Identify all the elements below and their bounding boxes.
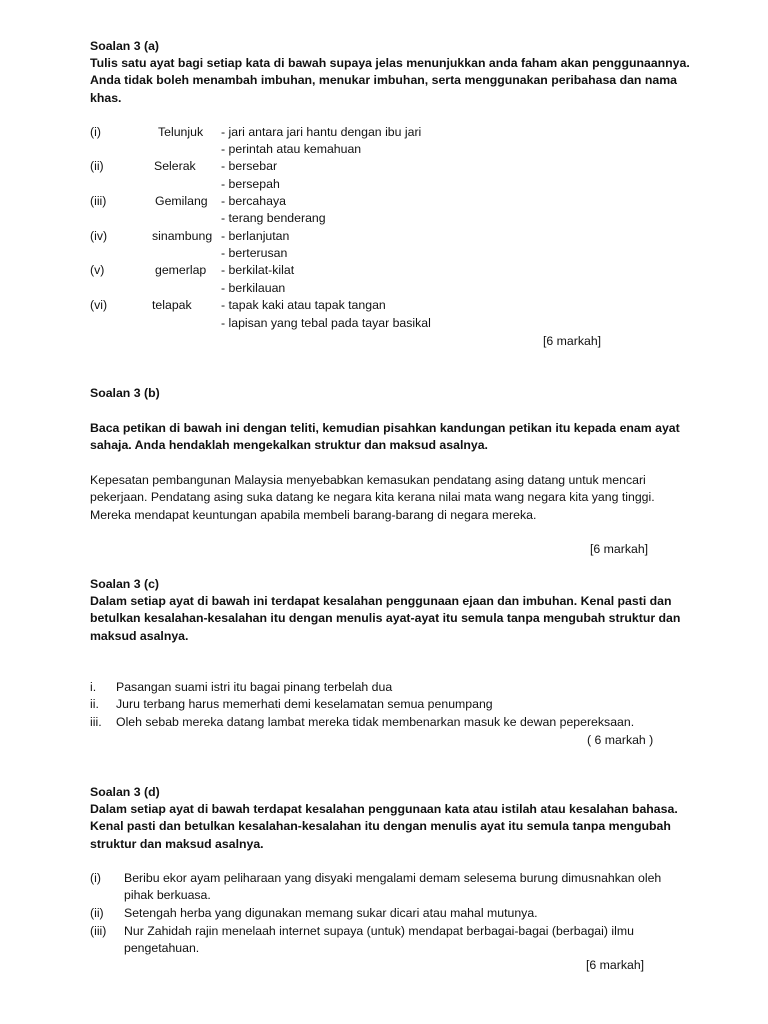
section-a-item-word: telapak — [152, 298, 192, 312]
section-a-item-word: Selerak — [154, 159, 196, 173]
section-a-instruction-line: Tulis satu ayat bagi setiap kata di bawah supaya jelas menunjukkan anda faham akan penggunaannya. — [90, 56, 690, 70]
section-d-instruction-line: struktur dan maksud asalnya. — [90, 837, 264, 851]
section-a-item-number: (v) — [90, 263, 105, 277]
section-a-item-meaning: - terang benderang — [221, 211, 326, 225]
section-c-marks: ( 6 markah ) — [587, 733, 654, 747]
section-a-item-meaning: - berterusan — [221, 246, 288, 260]
section-a-item-word: Gemilang — [155, 194, 208, 208]
section-d-item-line: pengetahuan. — [124, 941, 200, 955]
section-c-item-number: i. — [90, 680, 97, 694]
section-a-item-meaning: - berkilat-kilat — [221, 263, 295, 277]
section-a-item-meaning: - tapak kaki atau tapak tangan — [221, 298, 386, 312]
section-a-item-number: (iii) — [90, 194, 107, 208]
section-d-item-number: (ii) — [90, 906, 104, 920]
section-a-marks: [6 markah] — [543, 334, 602, 348]
section-b-passage-line: Kepesatan pembangunan Malaysia menyebabkan kemasukan pendatang asing datang untuk mencari — [90, 473, 646, 487]
section-b-title: Soalan 3 (b) — [90, 386, 160, 400]
section-a-item-word: Telunjuk — [158, 125, 204, 139]
section-b-marks: [6 markah] — [590, 542, 649, 556]
section-a-item-meaning: - lapisan yang tebal pada tayar basikal — [221, 316, 431, 330]
section-d-item-line: Setengah herba yang digunakan memang sukar dicari atau mahal mutunya. — [124, 906, 538, 920]
section-d-item-number: (i) — [90, 871, 101, 885]
section-d-marks: [6 markah] — [586, 958, 645, 972]
section-b-passage-line: Mereka mendapat keuntungan apabila membeli barang-barang di negara mereka. — [90, 508, 537, 522]
section-a-item-meaning: - jari antara jari hantu dengan ibu jari — [221, 125, 422, 139]
section-a-item-meaning: - bersebar — [221, 159, 278, 173]
section-c-item-number: ii. — [90, 697, 99, 711]
section-d-item-line: Nur Zahidah rajin menelaah internet supaya (untuk) mendapat berbagai-bagai (berbagai) ilmu — [124, 924, 634, 938]
section-a-item-meaning: - berlanjutan — [221, 229, 290, 243]
section-d-title: Soalan 3 (d) — [90, 785, 160, 799]
section-c-instruction-line: betulkan kesalahan-kesalahan itu dengan menulis ayat-ayat itu semula tanpa mengubah struktur dan — [90, 611, 681, 625]
section-a-item-word: sinambung — [152, 229, 213, 243]
section-b-instruction-line: Baca petikan di bawah ini dengan teliti, kemudian pisahkan kandungan petikan itu kepada enam ayat — [90, 421, 680, 435]
section-a-instruction-line: khas. — [90, 91, 122, 105]
section-c-item-text: Pasangan suami istri itu bagai pinang terbelah dua — [116, 680, 393, 694]
section-c-item-number: iii. — [90, 715, 102, 729]
section-a-item-number: (vi) — [90, 298, 108, 312]
section-a-item-meaning: - berkilauan — [221, 281, 286, 295]
section-c-instruction-line: maksud asalnya. — [90, 629, 189, 643]
section-b-passage-line: pekerjaan. Pendatang asing suka datang ke negara kita kerana nilai mata wang negara kita yang tinggi. — [90, 490, 655, 504]
section-c-item-text: Oleh sebab mereka datang lambat mereka tidak membenarkan masuk ke dewan pepereksaan. — [116, 715, 635, 729]
section-d-instruction-line: Dalam setiap ayat di bawah terdapat kesalahan penggunaan kata atau istilah atau kesalahan bahasa. — [90, 802, 678, 816]
section-a-instruction-line: Anda tidak boleh menambah imbuhan, menukar imbuhan, serta menggunakan peribahasa dan nama — [90, 73, 677, 87]
section-a-item-word: gemerlap — [155, 263, 207, 277]
section-d-item-number: (iii) — [90, 924, 107, 938]
section-a-item-meaning: - bersepah — [221, 177, 280, 191]
section-c-title: Soalan 3 (c) — [90, 577, 160, 591]
section-d-item-line: Beribu ekor ayam peliharaan yang disyaki mengalami demam selesema burung dimusnahkan oleh — [124, 871, 662, 885]
section-a-item-meaning: - bercahaya — [221, 194, 286, 208]
section-a-item-meaning: - perintah atau kemahuan — [221, 142, 362, 156]
section-a-title: Soalan 3 (a) — [90, 39, 160, 53]
section-a-item-number: (i) — [90, 125, 101, 139]
section-a-item-number: (iv) — [90, 229, 108, 243]
section-a-item-number: (ii) — [90, 159, 104, 173]
section-b-instruction-line: sahaja. Anda hendaklah mengekalkan struktur dan maksud asalnya. — [90, 438, 488, 452]
section-d-item-line: pihak berkuasa. — [124, 888, 211, 902]
section-d-instruction-line: Kenal pasti dan betulkan kesalahan-kesalahan itu dengan menulis ayat itu semula tanpa mengubah — [90, 819, 671, 833]
section-c-item-text: Juru terbang harus memerhati demi keselamatan semua penumpang — [116, 697, 493, 711]
section-c-instruction-line: Dalam setiap ayat di bawah ini terdapat kesalahan penggunaan ejaan dan imbuhan. Kenal pasti dan — [90, 594, 672, 608]
